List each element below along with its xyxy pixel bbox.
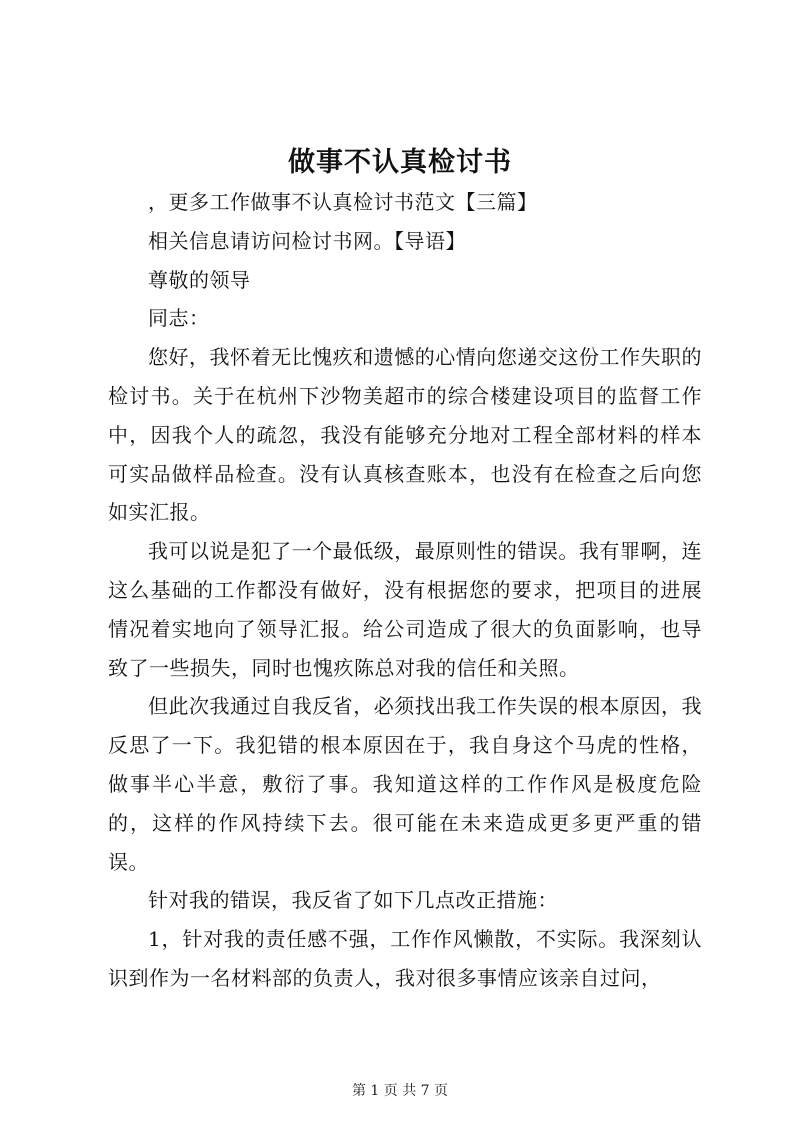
paragraph-body-2: 我可以说是犯了一个最低级，最原则性的错误。我有罪啊，连这么基础的工作都没有做好，没有根据您的要求，把项目的进展情况着实地向了领导汇报。给公司造成了很大的负面影响，也导致了一些损失，同时也愧疚陈总对我的信任和关照。 xyxy=(108,539,702,680)
page-footer: 第 1 页 共 7 页 xyxy=(351,1083,449,1099)
paragraph-salutation: 尊敬的领导 xyxy=(148,267,251,292)
paragraph-related-info: 相关信息请访问检讨书网。【导语】 xyxy=(148,228,466,253)
document-title: 做事不认真检讨书 xyxy=(288,147,512,178)
paragraph-measures-intro: 针对我的错误，我反省了如下几点改正措施： xyxy=(148,888,558,913)
paragraph-subtitle: ，更多工作做事不认真检讨书范文【三篇】 xyxy=(148,190,538,214)
paragraph-body-1: 您好，我怀着无比愧疚和遗憾的心情向您递交这份工作失职的检讨书。关于在杭州下沙物美超市的综合楼建设项目的监督工作中，因我个人的疏忽，我没有能够充分地对工程全部材料的样本可实品做样品检查。没有认真核查账本，也没有在检查之后向您如实汇报。 xyxy=(108,345,702,525)
paragraph-body-3: 但此次我通过自我反省，必须找出我工作失误的根本原因，我反思了一下。我犯错的根本原因在于，我自身这个马虎的性格，做事半心半意，敷衍了事。我知道这样的工作作风是极度危险的，这样的作风持续下去。很可能在未来造成更多更严重的错误。 xyxy=(108,694,702,874)
paragraph-salutation-comrade: 同志： xyxy=(148,306,210,331)
document-body xyxy=(108,183,702,998)
paragraph-measure-1: 1，针对我的责任感不强，工作作风懒散，不实际。我深刻认识到作为一名材料部的负责人，我对很多事情应该亲自过问， xyxy=(108,927,702,990)
